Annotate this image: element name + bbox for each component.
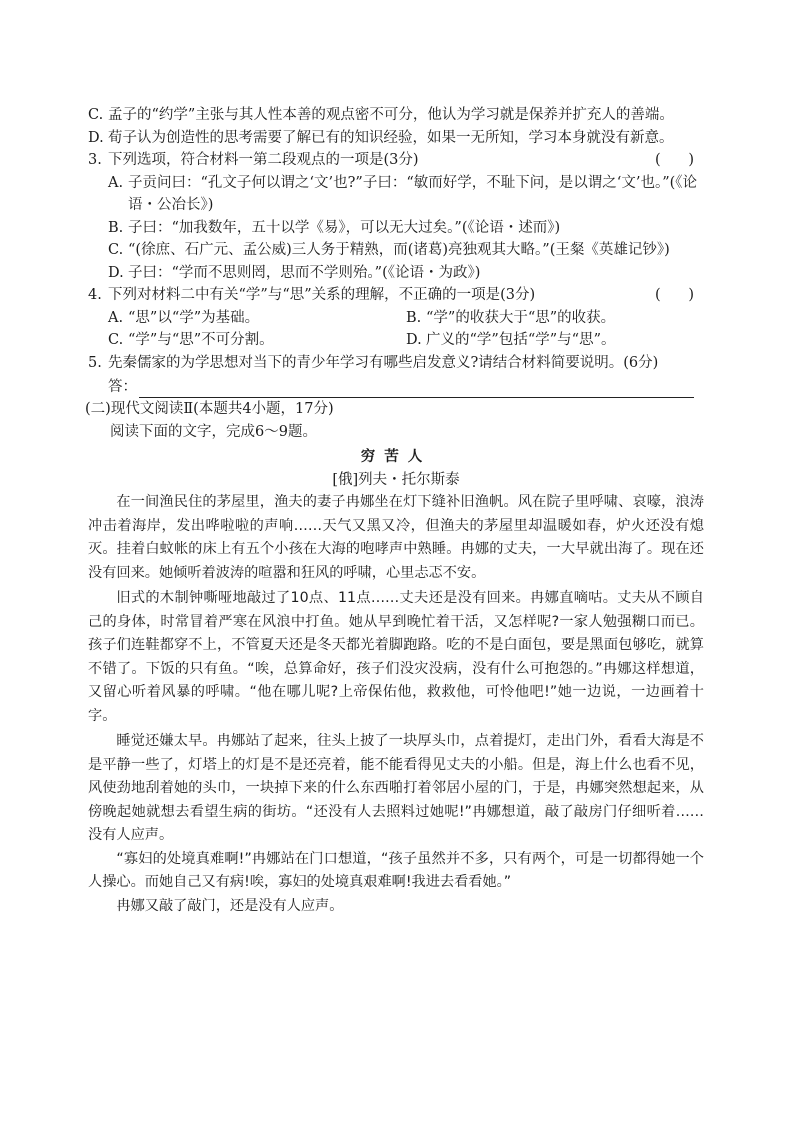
story-paragraph: 睡觉还嫌太早。冉娜站了起来，往头上披了一块厚头巾，点着提灯，走出门外，看看大海是不是平静一些了，灯塔上的灯是不是还亮着，能不能看得见丈夫的小船。但是，海上什么也看不见，风使劲地刮着她的头巾，一块掉下来的什么东西啪打着邻居小屋的门，于是，冉娜突然想起来，从傍晚起她就想去看望生病的街坊。“还没有人去照料过她呢!”冉娜想道，敲了敲房门仔细听着……没有人应声。 <box>88 733 704 843</box>
question-3 <box>88 149 704 284</box>
story-author: [俄]列夫・托尔斯泰 <box>332 471 460 488</box>
q3-stem <box>88 149 704 172</box>
option-key: B. <box>406 309 422 326</box>
story-paragraph: 冉娜又敲了敲门，还是没有人应声。 <box>116 897 344 914</box>
question-5 <box>88 352 704 399</box>
q4-option-c <box>108 329 406 352</box>
question-number: 3. <box>88 152 102 168</box>
q4-option-b <box>406 307 704 330</box>
q4-stem <box>88 284 704 307</box>
option-key: C. <box>108 242 124 258</box>
q2-option-c <box>88 104 704 127</box>
option-key: A. <box>108 309 124 326</box>
option-key: D. <box>88 129 104 146</box>
story-paragraph: “寡妇的处境真难啊!”冉娜站在门口想道，“孩子虽然并不多，只有两个，可是一切都得她一个人操心。而她自己又有病!唉，寡妇的处境真艰难啊!我进去看看她。” <box>88 850 704 890</box>
option-text: “学”的收获大于“思”的收获。 <box>426 309 616 326</box>
option-key: B. <box>108 219 124 236</box>
option-text: 子曰：“加我数年，五十以学《易》，可以无大过矣。”(《论语・述而》) <box>128 219 561 236</box>
q3-option-b <box>108 217 704 240</box>
option-key: D. <box>406 332 422 348</box>
q3-options <box>108 172 704 285</box>
question-4 <box>88 284 704 352</box>
story-title: 穷苦人 <box>360 449 432 465</box>
story-paragraph: 旧式的木制钟嘶哑地敲过了10点、11点……丈夫还是没有回来。冉娜直嘀咕。丈夫从不顾自己的身体，时常冒着严寒在风浪中打鱼。她从早到晚忙着干活，又怎样呢?一家人勉强糊口而已。孩子们连鞋都穿不上，不管夏天还是冬天都光着脚跑路。吃的不是白面包，要是黑面包够吃，就算不错了。下饭的只有鱼。“唉，总算命好，孩子们没灾没病，没有什么可抱怨的。”冉娜这样想道，又留心听着风暴的呼啸。“他在哪儿呢?上帝保佑他，救救他，可怜他吧!”她一边说，一边画着十字。 <box>88 590 704 724</box>
option-text: 孟子的“约学”主张与其人性本善的观点密不可分，他认为学习就是保养并扩充人的善端。 <box>108 107 674 123</box>
option-text: 子贡问曰：“孔文子何以谓之‘文’也?”子曰：“敏而好学，不耻下问，是以谓之‘文’也。”(《论语・公冶长》) <box>128 174 698 213</box>
option-text: 广义的“学”包括“学”与“思”。 <box>426 332 616 348</box>
option-text: “思”以“学”为基础。 <box>128 309 260 326</box>
question-text: 下列选项，符合材料一第二段观点的一项是(3分) <box>108 152 419 168</box>
q4-options <box>108 307 704 352</box>
option-key: A. <box>108 174 124 191</box>
option-key: C. <box>108 332 124 348</box>
q3-option-a <box>108 172 704 217</box>
answer-line[interactable] <box>139 381 694 398</box>
story-paragraph: 在一间渔民住的茅屋里，渔夫的妻子冉娜坐在灯下缝补旧渔帆。风在院子里呼啸、哀嚎，浪涛冲击着海岸，发出哗啦啦的声响……天气又黑又冷，但渔夫的茅屋里却温暖如春，炉火还没有熄灭。挂着白蚊帐的床上有五个小孩在大海的咆哮声中熟睡。冉娜的丈夫，一大早就出海了。现在还没有回来。她倾听着波涛的喧嚣和狂风的呼啸，心里忐忑不安。 <box>88 494 704 581</box>
q3-option-c <box>108 239 704 262</box>
question-text: 先秦儒家的为学思想对当下的青少年学习有哪些启发意义?请结合材料简要说明。(6分) <box>108 354 659 371</box>
q4-option-d <box>406 329 704 352</box>
story-body <box>88 491 704 918</box>
q3-option-d <box>108 262 704 285</box>
option-text: 荀子认为创造性的思考需要了解已有的知识经验，如果一无所知，学习本身就没有新意。 <box>108 129 674 146</box>
answer-bracket: ( ) <box>655 287 694 303</box>
answer-bracket: ( ) <box>655 152 694 168</box>
question-number: 5. <box>88 354 102 371</box>
q5-stem <box>88 352 704 375</box>
option-text: “学”与“思”不可分割。 <box>128 332 274 348</box>
question-text: 下列对材料二中有关“学”与“思”关系的理解，不正确的一项是(3分) <box>108 287 536 303</box>
option-text: “(徐庶、石广元、孟公威)三人务于精熟，而(诸葛)亮独观其大略。”(王粲《英雄记钞》) <box>128 242 670 258</box>
answer-label: 答： <box>108 378 137 395</box>
option-key: C. <box>88 107 104 123</box>
question-number: 4. <box>88 287 102 303</box>
section-instruction: 阅读下面的文字，完成6～9题。 <box>110 423 317 440</box>
answer-area[interactable] <box>108 374 704 398</box>
option-key: D. <box>108 264 124 281</box>
section-heading: (二)现代文阅读Ⅱ(本题共4小题，17分) <box>85 401 334 417</box>
question-2-options-continued <box>88 104 704 149</box>
q2-option-d <box>88 127 704 150</box>
q4-option-a <box>108 307 406 330</box>
option-text: 子曰：“学而不思则罔，思而不学则殆。”(《论语・为政》) <box>128 264 481 281</box>
